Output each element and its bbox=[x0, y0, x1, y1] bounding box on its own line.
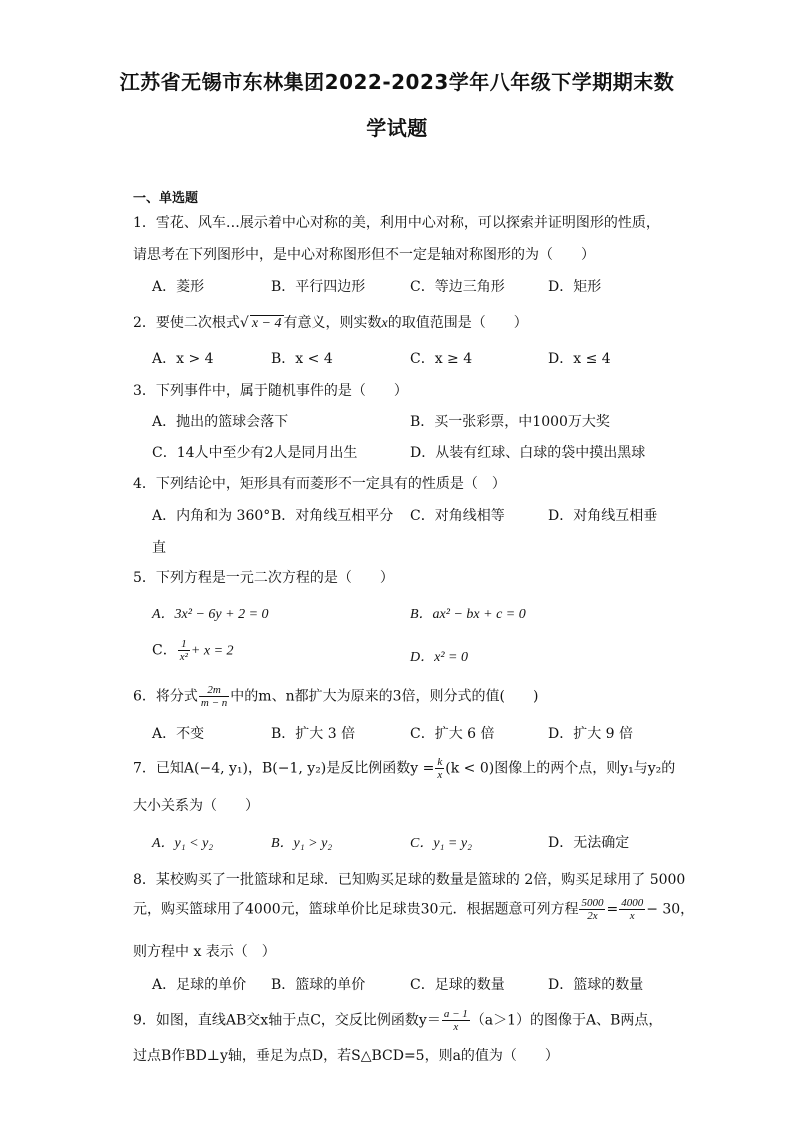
q8-equals: = bbox=[606, 901, 619, 918]
q7-stem-line-1 bbox=[133, 756, 675, 781]
q6-denominator: m − n bbox=[200, 697, 228, 709]
q8-f2-numerator: 4000 bbox=[621, 897, 644, 909]
q3-option-b: B．买一张彩票，中1000万大奖 bbox=[410, 414, 610, 430]
q4-option-b: B．对角线互相平分 bbox=[271, 508, 394, 524]
q2-option-a: A．x > 4 bbox=[152, 351, 214, 367]
q1-option-c: C．等边三角形 bbox=[410, 279, 505, 295]
q1-stem-line-1: 1．雪花、风车…展示着中心对称的美，利用中心对称，可以探索并证明图形的性质， bbox=[133, 215, 660, 231]
q8-fraction-2 bbox=[619, 897, 645, 922]
q8-stem-post: − 30， bbox=[646, 901, 695, 918]
q4-stem: 4．下列结论中，矩形具有而菱形不一定具有的性质是（ ） bbox=[133, 476, 506, 492]
q6-numerator: 2m bbox=[199, 684, 229, 697]
q9-fraction bbox=[442, 1008, 470, 1033]
q5-option-b: B．ax² − bx + c = 0 bbox=[410, 607, 526, 622]
q4-option-d-wrap: 直 bbox=[152, 540, 166, 556]
document-title-line-2: 学试题 bbox=[366, 116, 428, 140]
document-title-line-1: 江苏省无锡市东林集团2022-2023学年八年级下学期期末数 bbox=[119, 70, 675, 94]
q6-option-c: C．扩大 6 倍 bbox=[410, 726, 495, 742]
q1-option-b: B．平行四边形 bbox=[271, 279, 366, 295]
q9-numerator: a − 1 bbox=[443, 1008, 468, 1020]
q7-numerator: k bbox=[437, 756, 443, 768]
q1-option-d: D．矩形 bbox=[548, 279, 602, 295]
q2-stem-post: 的取值范围是（ ） bbox=[387, 315, 528, 331]
q8-stem-pre: 元，购买篮球用了4000元，篮球单价比足球贵30元．根据题意可列方程 bbox=[133, 901, 579, 918]
q6-stem-post: 中的m、n都扩大为原来的3倍，则分式的值( ) bbox=[230, 688, 539, 705]
q5-c-rest: + x = 2 bbox=[190, 643, 234, 659]
q9-stem-line-2: 过点B作BD⊥y轴，垂足为点D，若S△BCD=5，则a的值为（ ） bbox=[133, 1048, 559, 1064]
q6-stem-pre: 6．将分式 bbox=[133, 688, 198, 705]
q9-stem-pre: 9．如图，直线AB交x轴于点C，交反比例函数y＝ bbox=[133, 1012, 441, 1029]
q8-f1-numerator: 5000 bbox=[581, 897, 604, 909]
q2-stem bbox=[133, 312, 528, 332]
q7-denominator: x bbox=[437, 769, 443, 781]
q1-option-a: A．菱形 bbox=[152, 279, 205, 295]
q8-option-d: D．篮球的数量 bbox=[548, 977, 644, 993]
q5-option-c-fraction bbox=[178, 638, 190, 663]
q8-fraction-1 bbox=[579, 897, 605, 922]
q5-option-c bbox=[152, 638, 234, 663]
q8-option-b: B．篮球的单价 bbox=[271, 977, 366, 993]
q5-option-d: D．x² = 0 bbox=[410, 650, 468, 665]
q2-option-b: B．x < 4 bbox=[271, 351, 333, 367]
section-heading: 一、单选题 bbox=[133, 191, 199, 206]
q6-option-a: A．不变 bbox=[152, 726, 205, 742]
q6-stem bbox=[133, 684, 538, 709]
q2-radicand: x − 4 bbox=[251, 316, 282, 331]
q5-option-a: A．3x² − 6y + 2 = 0 bbox=[152, 607, 269, 622]
q5-option-c-label: C． bbox=[152, 642, 177, 659]
q7-option-d: D．无法确定 bbox=[548, 835, 630, 851]
q9-denominator: x bbox=[453, 1021, 459, 1033]
q4-option-c: C．对角线相等 bbox=[410, 508, 505, 524]
q2-option-c: C．x ≥ 4 bbox=[410, 351, 473, 367]
q8-stem-line-2 bbox=[133, 897, 694, 922]
q7-fraction bbox=[435, 756, 444, 781]
q6-option-d: D．扩大 9 倍 bbox=[548, 726, 634, 742]
q3-option-a: A．抛出的篮球会落下 bbox=[152, 414, 289, 430]
sqrt-symbol: √ bbox=[239, 315, 249, 331]
q6-option-b: B．扩大 3 倍 bbox=[271, 726, 356, 742]
q4-option-d: D．对角线互相垂 bbox=[548, 508, 658, 524]
q2-stem-pre: 2．要使二次根式 bbox=[133, 315, 240, 331]
q8-f1-denominator: 2x bbox=[587, 910, 598, 922]
q7-option-c: C．y₁ = y₂ bbox=[410, 836, 472, 851]
q7-stem-line-2: 大小关系为（ ） bbox=[133, 798, 259, 814]
q5-c-numerator: 1 bbox=[178, 638, 190, 651]
q2-option-d: D．x ≤ 4 bbox=[548, 351, 611, 367]
q8-stem-line-3: 则方程中 x 表示（ ） bbox=[133, 944, 276, 960]
q5-c-denominator: x² bbox=[179, 651, 188, 663]
q8-option-a: A．足球的单价 bbox=[152, 977, 247, 993]
q2-stem-mid: 有意义，则实数 bbox=[283, 315, 382, 331]
q7-option-a: A．y₁ < y₂ bbox=[152, 836, 214, 851]
q3-option-c: C．14人中至少有2人是同月出生 bbox=[152, 445, 358, 461]
q8-f2-denominator: x bbox=[629, 910, 635, 922]
q7-stem-pre: 7．已知A(−4, y₁)，B(−1, y₂)是反比例函数y = bbox=[133, 760, 435, 777]
q2-variable: x bbox=[381, 316, 388, 331]
q3-option-d: D．从装有红球、白球的袋中摸出黑球 bbox=[410, 445, 646, 461]
q9-stem-post: （a＞1）的图像于A、B两点， bbox=[470, 1012, 663, 1029]
q7-option-b: B．y₁ > y₂ bbox=[271, 836, 333, 851]
q8-option-c: C．足球的数量 bbox=[410, 977, 505, 993]
q1-stem-line-2: 请思考在下列图形中，是中心对称图形但不一定是轴对称图形的为（ ） bbox=[133, 247, 595, 263]
q3-stem: 3．下列事件中，属于随机事件的是（ ） bbox=[133, 383, 408, 399]
q9-stem-line-1 bbox=[133, 1008, 662, 1033]
q4-option-a: A．内角和为 360° bbox=[152, 508, 271, 524]
q5-stem: 5．下列方程是一元二次方程的是（ ） bbox=[133, 570, 394, 586]
q6-fraction bbox=[199, 684, 229, 709]
q8-stem-line-1: 8．某校购买了一批篮球和足球．已知购买足球的数量是篮球的 2倍，购买足球用了 5000 bbox=[133, 872, 686, 888]
q7-stem-post: (k < 0)图像上的两个点，则y₁与y₂的 bbox=[445, 760, 676, 777]
